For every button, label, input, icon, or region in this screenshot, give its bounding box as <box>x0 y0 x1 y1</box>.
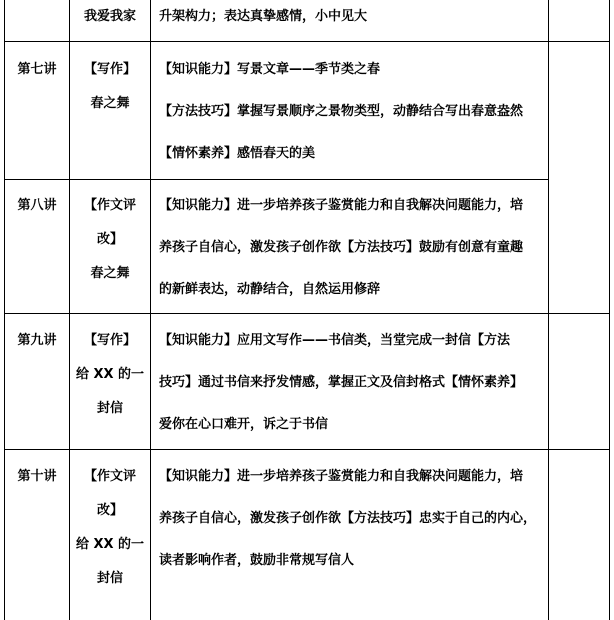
table-row-content <box>159 468 536 569</box>
table-row-title <box>70 8 150 25</box>
table-border-right <box>609 0 610 620</box>
row-divider <box>4 449 610 450</box>
title-line: 春之舞 <box>90 96 130 111</box>
title-line: 改】 <box>96 503 123 518</box>
lecture-number: 第十讲 <box>17 469 57 484</box>
content-line: 【知识能力】进一步培养孩子鉴赏能力和自我解决问题能力，培 <box>159 469 524 484</box>
lecture-number: 第八讲 <box>17 198 57 213</box>
content-line: 爱你在心口难开，诉之于书信 <box>159 417 329 432</box>
lecture-number: 第九讲 <box>17 333 57 348</box>
title-line: 给 XX 的一 <box>75 537 145 552</box>
content-line: 升架构力；表达真挚感情，小中见大 <box>159 9 368 24</box>
column-divider <box>548 0 549 620</box>
content-line: 的新鲜表达，动静结合，自然运用修辞 <box>159 282 381 297</box>
content-line: 读者影响作者，鼓励非常规写信人 <box>159 553 355 568</box>
title-line: 【写作】 <box>83 62 136 77</box>
table-row-content <box>159 61 523 162</box>
title-line: 封信 <box>96 571 123 586</box>
content-line: 养孩子自信心，激发孩子创作欲【方法技巧】忠实于自己的内心， <box>159 511 537 526</box>
content-line: 【方法技巧】掌握写景顺序之景物类型，动静结合写出春意盎然 <box>159 104 524 119</box>
content-line: 【知识能力】应用文写作——书信类，当堂完成一封信【方法 <box>159 333 511 348</box>
column-divider <box>150 0 151 620</box>
content-line: 技巧】通过书信来抒发情感，掌握正文及信封格式【情怀素养】 <box>159 375 524 390</box>
row-divider <box>4 313 610 314</box>
title-line: 【写作】 <box>83 333 136 348</box>
table-row-content <box>159 197 523 298</box>
table-border-left <box>4 0 5 620</box>
title-line: 改】 <box>96 232 123 247</box>
table-row-title <box>70 332 150 417</box>
table-row-content <box>159 8 367 25</box>
table-row-title <box>70 61 150 112</box>
row-divider <box>4 179 549 180</box>
title-line: 给 XX 的一 <box>75 367 145 382</box>
title-line: 春之舞 <box>90 266 130 281</box>
title-line: 我爱我家 <box>83 9 136 24</box>
table-row-title <box>70 197 150 282</box>
content-line: 【知识能力】进一步培养孩子鉴赏能力和自我解决问题能力，培 <box>159 198 524 213</box>
title-line: 【作文评 <box>83 469 136 484</box>
title-line: 封信 <box>96 401 123 416</box>
title-line: 【作文评 <box>83 198 136 213</box>
content-line: 【知识能力】写景文章——季节类之春 <box>159 62 381 77</box>
content-line: 养孩子自信心，激发孩子创作欲【方法技巧】鼓励有创意有童趣 <box>159 240 524 255</box>
table-row-title <box>70 468 150 587</box>
table-row-content <box>159 332 523 433</box>
lecture-number: 第七讲 <box>17 62 57 77</box>
row-divider <box>4 41 610 42</box>
content-line: 【情怀素养】感悟春天的美 <box>159 146 316 161</box>
